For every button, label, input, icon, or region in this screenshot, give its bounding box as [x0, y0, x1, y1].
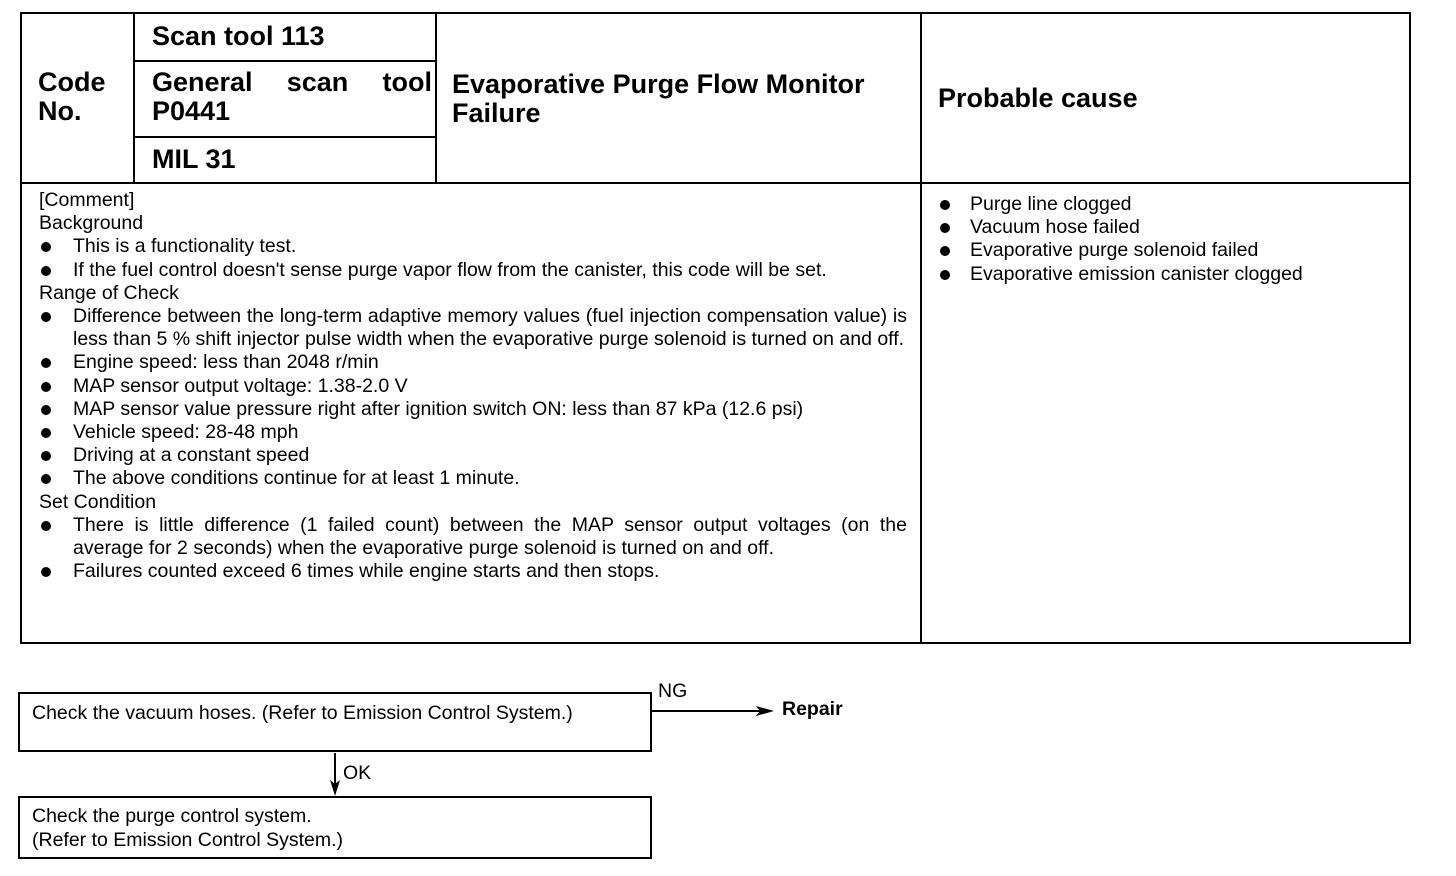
mil-code: MIL 31: [152, 144, 236, 174]
list-item: Driving at a constant speed: [39, 444, 907, 467]
list-item: Vacuum hose failed: [938, 216, 1378, 239]
list-item: There is little difference (1 failed count) between the MAP sensor output voltages (on the average for 2 seconds) when the evaporative purge solenoid is turned on and off.: [39, 514, 907, 560]
flow-step-1-text: Check the vacuum hoses. (Refer to Emission Control System.): [32, 702, 573, 724]
flow-step-2-line1: Check the purge control system.: [32, 805, 312, 827]
list-item: MAP sensor output voltage: 1.38-2.0 V: [39, 375, 907, 398]
list-item: If the fuel control doesn't sense purge vapor flow from the canister, this code will be set.: [39, 259, 907, 282]
general-scan-tool-line1: General scan tool: [152, 67, 432, 97]
list-item: Failures counted exceed 6 times while engine starts and then stops.: [39, 560, 907, 583]
list-item: This is a functionality test.: [39, 235, 907, 258]
set-condition-heading: Set Condition: [39, 490, 157, 513]
list-item: MAP sensor value pressure right after ignition switch ON: less than 87 kPa (12.6 psi): [39, 398, 907, 421]
general-scan-tool-line2: P0441: [152, 96, 231, 126]
list-item: Engine speed: less than 2048 r/min: [39, 351, 907, 374]
flow-step-2-line2: (Refer to Emission Control System.): [32, 829, 344, 851]
comment-label: [Comment]: [39, 189, 135, 211]
ok-arrow-icon: [330, 753, 340, 796]
ng-label: NG: [658, 680, 688, 702]
list-item: Vehicle speed: 28-48 mph: [39, 421, 907, 444]
list-item: Purge line clogged: [938, 193, 1378, 216]
code-no-line2: No.: [38, 96, 82, 126]
repair-label: Repair: [782, 698, 843, 720]
page-title-line2: Failure: [452, 98, 541, 128]
scan-tool-code: Scan tool 113: [152, 21, 325, 51]
ng-arrow-icon: [652, 706, 774, 716]
list-item: The above conditions continue for at least 1 minute.: [39, 467, 907, 490]
list-item: Evaporative emission canister clogged: [938, 263, 1378, 286]
background-heading: Background: [39, 212, 144, 235]
code-no-line1: Code: [38, 67, 106, 97]
list-item: Evaporative purge solenoid failed: [938, 239, 1378, 262]
probable-cause-heading: Probable cause: [938, 83, 1138, 113]
ok-label: OK: [343, 762, 372, 784]
page-title-line1: Evaporative Purge Flow Monitor: [452, 69, 865, 99]
list-item: Difference between the long-term adaptive memory values (fuel injection compensation value) is less than 5 % shift injector pulse width when the evaporative purge solenoid is turned on and off.: [39, 305, 907, 351]
range-heading: Range of Check: [39, 281, 179, 304]
